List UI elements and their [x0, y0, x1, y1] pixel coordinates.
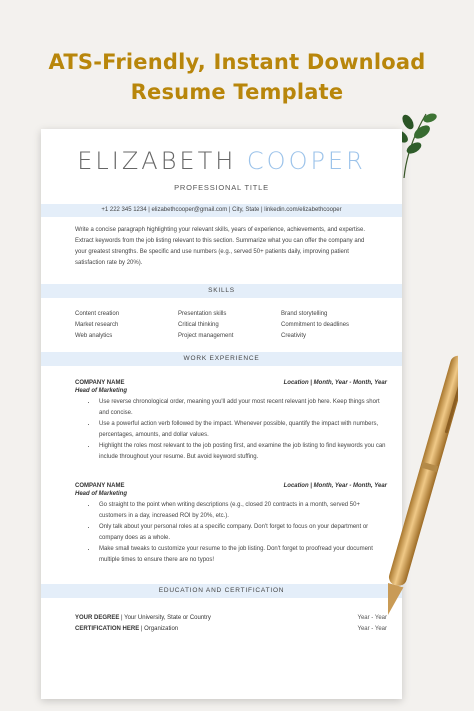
skills-grid — [75, 309, 385, 342]
job-entry — [75, 380, 387, 463]
name-last: COOPER — [246, 147, 366, 175]
job-role: Head of Marketing — [75, 491, 128, 497]
work-experience-heading: WORK EXPERIENCE — [41, 352, 402, 366]
job-bullets — [75, 500, 387, 566]
degree-detail: | Your University, State or Country — [119, 615, 211, 621]
resume-page — [41, 129, 402, 699]
headline-line-1: ATS-Friendly, Instant Download — [48, 50, 426, 74]
job-bullet: • Use reverse chronological order, meaning you'll add your most recent relevant job here. Keep things short and concise. — [97, 397, 387, 419]
skill-item: Presentation skills — [178, 311, 227, 317]
job-bullet: • Go straight to the point when writing descriptions (e.g., closed 20 contracts in a month, served 50+ customers in a day, increased ROI by 20%, etc.). — [97, 500, 387, 522]
job-bullet: • Make small tweaks to customize your resume to the job listing. Don't forget to proofread your document multiple times to ensure there are no typos! — [97, 544, 387, 566]
skill-item: Project management — [178, 333, 234, 339]
resume-name — [41, 147, 402, 175]
job-role: Head of Marketing — [75, 388, 128, 394]
certification-years: Year - Year — [357, 626, 387, 632]
skill-item: Market research — [75, 322, 119, 328]
contact-bar: +1 222 345 1234 | elizabethcooper@gmail.com | City, State | linkedin.com/elizabethcooper — [41, 204, 402, 217]
skill-item: Critical thinking — [178, 322, 219, 328]
skill-item: Commitment to deadlines — [281, 322, 350, 328]
summary-paragraph: Write a concise paragraph highlighting your relevant skills, years of experience, achievements, and expertise. Extract keywords from the job listing relevant to this section. Summarize what you can offer the company and your greatest strengths. Be specific and use numbers (e.g., served 50+ patients daily, improving patient satisfaction rate by 20%). — [75, 227, 366, 266]
professional-title: PROFESSIONAL TITLE — [174, 183, 269, 192]
skill-item: Content creation — [75, 311, 120, 317]
skill-item: Web analytics — [75, 333, 113, 339]
job-bullet: • Only talk about your personal roles at a specific company. Don't forget to focus on your department or company does as a whole. — [97, 522, 387, 544]
degree-years: Year - Year — [357, 615, 387, 621]
name-first: ELIZABETH — [77, 147, 237, 175]
pen-icon — [388, 345, 458, 635]
company-name: COMPANY NAME — [75, 483, 125, 489]
headline-line-2: Resume Template — [130, 80, 344, 104]
education-heading: EDUCATION AND CERTIFICATION — [41, 584, 402, 598]
skills-heading: SKILLS — [41, 284, 402, 298]
job-bullets — [75, 397, 387, 463]
job-entry — [75, 483, 387, 566]
job-bullet: • Use a powerful action verb followed by the impact. Whenever possible, quantify the impact with numbers, percentages, amounts, and dollar values. — [97, 419, 387, 441]
degree-label: YOUR DEGREE — [75, 615, 120, 621]
certification-label: CERTIFICATION HERE — [75, 626, 140, 632]
job-bullet: • Highlight the roles most relevant to the job posting first, and examine the job listing to find keywords you can include throughout your resume. But avoid keyword stuffing. — [97, 441, 387, 463]
certification-detail: | Organization — [139, 626, 179, 632]
skill-item: Creativity — [281, 333, 307, 339]
company-name: COMPANY NAME — [75, 380, 125, 386]
job-location-dates: Location | Month, Year - Month, Year — [283, 380, 387, 386]
certification-row — [75, 626, 387, 632]
education-row — [75, 615, 387, 621]
skill-item: Brand storytelling — [281, 311, 328, 317]
job-location-dates: Location | Month, Year - Month, Year — [283, 483, 387, 489]
